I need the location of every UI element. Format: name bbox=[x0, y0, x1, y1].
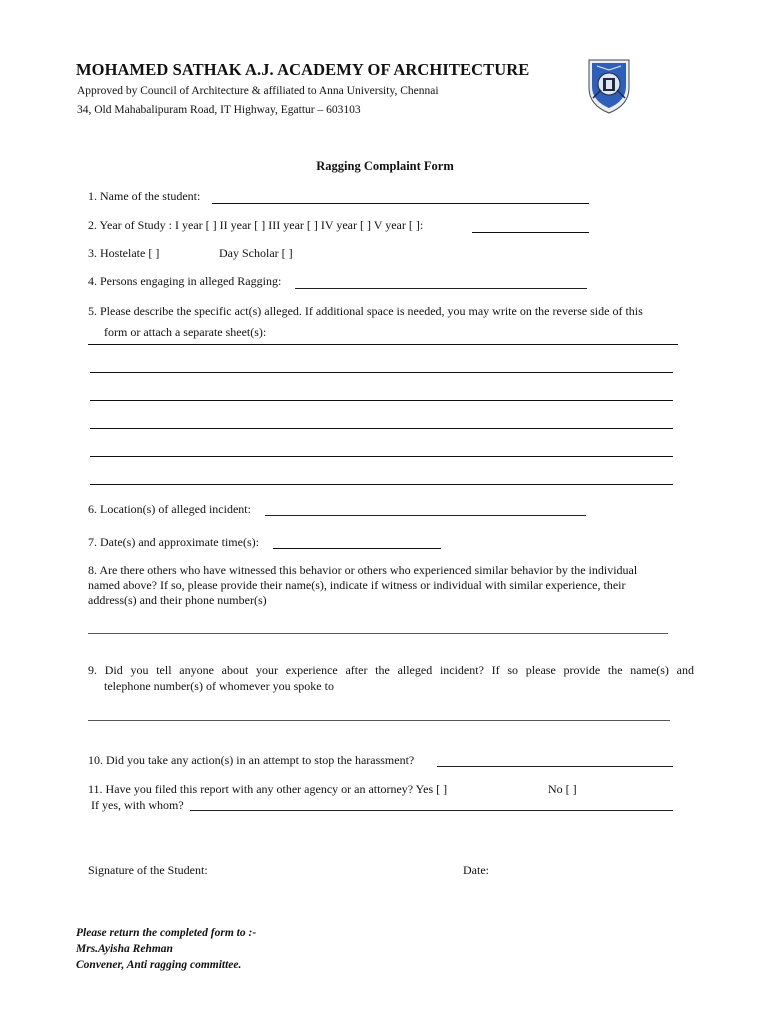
q3-day-scholar-option[interactable]: Day Scholar [ ] bbox=[219, 246, 293, 260]
q1-name-field[interactable] bbox=[212, 203, 589, 204]
q2-year-field[interactable] bbox=[472, 232, 589, 233]
q10-action-field[interactable] bbox=[437, 766, 673, 767]
q8-witnesses-field[interactable] bbox=[88, 633, 668, 634]
q8-witnesses-label-line3: address(s) and their phone number(s) bbox=[88, 593, 267, 607]
q7-date-time-field[interactable] bbox=[273, 548, 441, 549]
q5-answer-line[interactable] bbox=[90, 372, 673, 373]
q5-answer-line[interactable] bbox=[90, 428, 673, 429]
q5-answer-line[interactable] bbox=[90, 456, 673, 457]
institution-name: MOHAMED SATHAK A.J. ACADEMY OF ARCHITECTURE bbox=[76, 60, 530, 79]
contact-name: Mrs.Ayisha Rehman bbox=[76, 943, 173, 955]
q5-describe-label-line2: form or attach a separate sheet(s): bbox=[104, 325, 267, 339]
approval-line: Approved by Council of Architecture & affiliated to Anna University, Chennai bbox=[77, 85, 439, 97]
q5-answer-line[interactable] bbox=[90, 484, 673, 485]
form-title: Ragging Complaint Form bbox=[316, 159, 454, 173]
q5-answer-line[interactable] bbox=[88, 344, 678, 345]
contact-role: Convener, Anti ragging committee. bbox=[76, 959, 242, 971]
date-label: Date: bbox=[463, 863, 489, 877]
q11-no-option[interactable]: No [ ] bbox=[548, 782, 577, 796]
q3-hostelate-option[interactable]: 3. Hostelate [ ] bbox=[88, 246, 160, 260]
q8-witnesses-label-line1: 8. Are there others who have witnessed this behavior or others who experienced similar behavior by the individual bbox=[88, 563, 638, 577]
q2-year-label: 2. Year of Study : I year [ ] II year [ ] III year [ ] IV year [ ] V year [ ]: bbox=[88, 218, 424, 232]
return-instruction: Please return the completed form to :- bbox=[76, 927, 257, 939]
q4-persons-field[interactable] bbox=[295, 288, 587, 289]
q1-name-label: 1. Name of the student: bbox=[88, 189, 201, 203]
q11-with-whom-field[interactable] bbox=[190, 810, 673, 811]
institution-logo bbox=[587, 58, 631, 114]
q8-witnesses-label-line2: named above? If so, please provide their name(s), indicate if witness or individual with similar experience, their bbox=[88, 578, 626, 592]
q9-told-anyone-field[interactable] bbox=[88, 720, 670, 721]
q11-filed-report-label: 11. Have you filed this report with any other agency or an attorney? Yes [ ] bbox=[88, 782, 448, 796]
signature-label: Signature of the Student: bbox=[88, 863, 208, 877]
q9-told-anyone-label-line1: 9. Did you tell anyone about your experience after the alleged incident? If so please provide the name(s) and bbox=[88, 663, 694, 677]
q4-persons-label: 4. Persons engaging in alleged Ragging: bbox=[88, 274, 282, 288]
address-line: 34, Old Mahabalipuram Road, IT Highway, Egattur – 603103 bbox=[77, 104, 361, 116]
q7-date-time-label: 7. Date(s) and approximate time(s): bbox=[88, 535, 259, 549]
q6-location-label: 6. Location(s) of alleged incident: bbox=[88, 502, 251, 516]
q9-told-anyone-label-line2: telephone number(s) of whomever you spoke to bbox=[104, 679, 334, 693]
q6-location-field[interactable] bbox=[265, 515, 586, 516]
q10-action-label: 10. Did you take any action(s) in an attempt to stop the harassment? bbox=[88, 753, 415, 767]
q5-describe-label-line1: 5. Please describe the specific act(s) alleged. If additional space is needed, you may write on the reverse side of this bbox=[88, 304, 643, 318]
q11-with-whom-label: If yes, with whom? bbox=[91, 798, 184, 812]
q5-answer-line[interactable] bbox=[90, 400, 673, 401]
